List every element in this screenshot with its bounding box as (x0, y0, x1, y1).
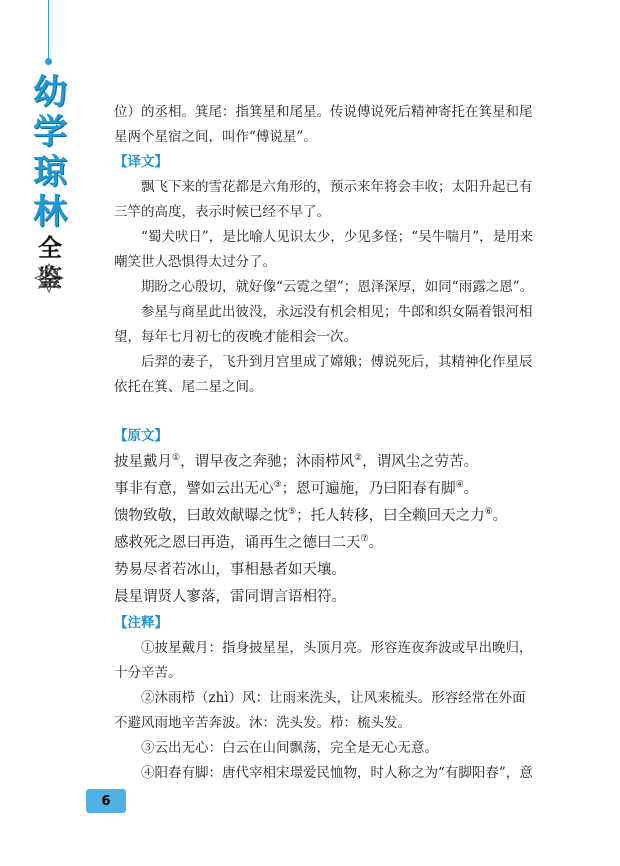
continued-note-text: 位）的丞相。箕尾：指箕星和尾星。传说傅说死后精神寄托在箕星和尾星两个星宿之间，叫作“傅说星”。 (114, 104, 533, 145)
notes-heading: 【注释】 (114, 615, 168, 631)
note-item: ①披星戴月：指身披星星，头顶月亮。形容连夜奔波或早出晚归，十分辛苦。 (114, 640, 533, 681)
page-number-badge: 6 (86, 789, 126, 813)
original-text-line: 事非有意，譬如云出无心③；恩可遍施，乃曰阳春有脚④。 (114, 480, 479, 497)
page-body (114, 100, 534, 786)
translation-paragraph: 参星与商星此出彼没，永远没有机会相见；牛郎和织女隔着银河相望，每年七月初七的夜晚才能相会一次。 (114, 304, 533, 345)
book-title-vertical (28, 72, 72, 292)
original-text-line: 晨星谓贤人寥落，雷同谓言语相符。 (114, 589, 346, 605)
translation-paragraph: 后羿的妻子，飞升到月宫里成了嫦娥；傅说死后，其精神化作星辰依托在箕、尾二星之间。 (114, 354, 533, 395)
translation-heading: 【译文】 (114, 154, 168, 170)
original-text-line: 势易尽者若冰山，事相悬者如天壤。 (114, 562, 346, 578)
section-spacer (114, 400, 534, 424)
translation-paragraph: “蜀犬吠日”，是比喻人见识太少，少见多怪；“吴牛喘月”，是用来嘲笑世人恐惧得太过分了。 (114, 229, 534, 270)
book-title-char: 学 (33, 112, 67, 152)
original-text-line: 感救死之恩曰再造，诵再生之德曰二天⑦。 (114, 534, 384, 551)
note-item: ③云出无心：白云在山间飘荡，完全是无心无意。 (141, 740, 438, 756)
sidebar-vertical-line (48, 0, 49, 60)
book-title-char: 林 (33, 192, 67, 232)
book-title-char: 琼 (33, 152, 67, 192)
original-text-heading: 【原文】 (114, 428, 168, 444)
flower-ornament-icon (33, 262, 65, 294)
translation-paragraph: 期盼之心殷切，就好像“云霓之望”；恩泽深厚，如同“雨露之恩”。 (141, 279, 534, 295)
translation-paragraph: 飘飞下来的雪花都是六角形的，预示来年将会丰收；太阳升起已有三竿的高度，表示时候已经不早了。 (114, 179, 533, 220)
note-item: ②沐雨栉（zhì）风：让雨来洗头，让风来梳头。形容经常在外面不避风雨地辛苦奔波。沐：洗头发。栉：梳头发。 (114, 690, 526, 731)
original-text-line: 披星戴月①，谓早夜之奔驰；沐雨栉风②，谓风尘之劳苦。 (114, 453, 479, 470)
note-item: ④阳春有脚：唐代宰相宋璟爱民恤物，时人称之为“有脚阳春”，意 (141, 765, 533, 781)
original-text-line: 馈物致敬，曰敢效献曝之忱⑤；托人转移，曰全赖回天之力⑥。 (114, 507, 508, 524)
book-subtitle-char: 鉴 (38, 264, 62, 292)
book-subtitle-char: 全 (38, 234, 62, 262)
sidebar-line-dot (45, 58, 52, 65)
book-title-char: 幼 (33, 72, 67, 112)
